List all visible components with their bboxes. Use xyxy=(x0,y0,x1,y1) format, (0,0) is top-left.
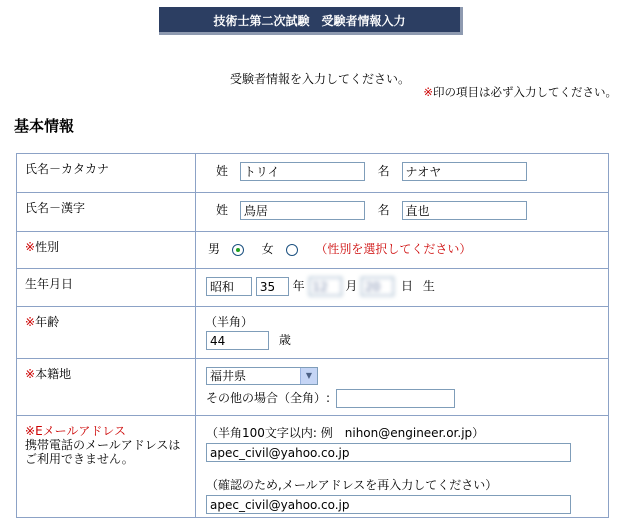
section-title: 基本情報 xyxy=(14,117,75,135)
required-mark: ※ xyxy=(25,315,36,329)
mei-label: 名 xyxy=(377,203,390,217)
katakana-mei-input[interactable] xyxy=(402,162,527,181)
domicile-label-text: 本籍地 xyxy=(35,367,72,381)
email-note-2: ご利用できません。 xyxy=(25,452,134,466)
required-mark: ※ xyxy=(25,240,36,254)
email-confirm-input[interactable] xyxy=(206,495,571,514)
chevron-down-icon[interactable]: ▼ xyxy=(300,368,317,384)
katakana-field xyxy=(196,154,609,193)
required-mark: ※ xyxy=(423,85,433,99)
birth-suffix: 生 xyxy=(422,279,435,293)
female-radio[interactable] xyxy=(286,244,298,256)
sei-label: 姓 xyxy=(216,203,229,217)
domicile-field xyxy=(196,359,609,416)
age-unit: 歳 xyxy=(278,332,291,347)
day-unit: 日 xyxy=(401,279,414,293)
male-radio[interactable] xyxy=(232,244,244,256)
birth-field xyxy=(196,269,609,307)
email-note-1: 携帯電話のメールアドレスは xyxy=(25,438,181,452)
month-unit: 月 xyxy=(345,279,358,293)
mei-label: 名 xyxy=(377,164,390,178)
kanji-field xyxy=(196,193,609,232)
email-label xyxy=(17,416,196,518)
female-label: 女 xyxy=(261,242,274,256)
domicile-selected: 福井県 xyxy=(210,369,247,383)
birth-month-input[interactable] xyxy=(309,277,342,296)
email-hint-1: （半角100文字以内: 例 nihon@engineer.or.jp） xyxy=(206,426,485,440)
gender-label xyxy=(17,232,196,269)
year-unit: 年 xyxy=(292,279,305,293)
katakana-label: 氏名－カタカナ xyxy=(17,154,196,193)
age-note: （半角） xyxy=(205,315,254,329)
kanji-sei-input[interactable] xyxy=(240,201,365,220)
katakana-sei-input[interactable] xyxy=(240,162,365,181)
gender-field xyxy=(196,232,609,269)
basic-info-form xyxy=(16,153,609,518)
page-title: 技術士第二次試験 受験者情報入力 xyxy=(159,7,463,35)
age-label xyxy=(17,307,196,359)
male-label: 男 xyxy=(208,242,221,256)
email-label-text: Eメールアドレス xyxy=(35,424,127,438)
birth-label: 生年月日 xyxy=(17,269,196,307)
domicile-label xyxy=(17,359,196,416)
domicile-other-label: その他の場合（全角）: xyxy=(206,391,331,405)
email-hint-2: （確認のため,メールアドレスを再入力してください） xyxy=(206,478,498,492)
domicile-other-input[interactable] xyxy=(336,389,455,408)
age-input[interactable] xyxy=(206,331,269,350)
kanji-label: 氏名－漢字 xyxy=(17,193,196,232)
required-note-text: 印の項目は必ず入力してください。 xyxy=(433,85,617,99)
birth-year-input[interactable] xyxy=(256,277,289,296)
required-note xyxy=(423,84,617,100)
birth-day-input[interactable] xyxy=(361,277,394,296)
required-mark: ※ xyxy=(25,424,36,438)
birth-era-input[interactable] xyxy=(206,277,252,296)
sei-label: 姓 xyxy=(216,164,229,178)
age-field xyxy=(196,307,609,359)
required-mark: ※ xyxy=(25,367,36,381)
gender-hint: （性別を選択してください） xyxy=(315,242,472,256)
email-input[interactable] xyxy=(206,443,571,462)
kanji-mei-input[interactable] xyxy=(402,201,527,220)
age-label-text: 年齢 xyxy=(35,315,60,329)
intro-text: 受験者情報を入力してください。 xyxy=(230,72,411,86)
domicile-select[interactable] xyxy=(206,367,318,385)
gender-label-text: 性別 xyxy=(35,240,60,254)
email-field xyxy=(196,416,609,518)
